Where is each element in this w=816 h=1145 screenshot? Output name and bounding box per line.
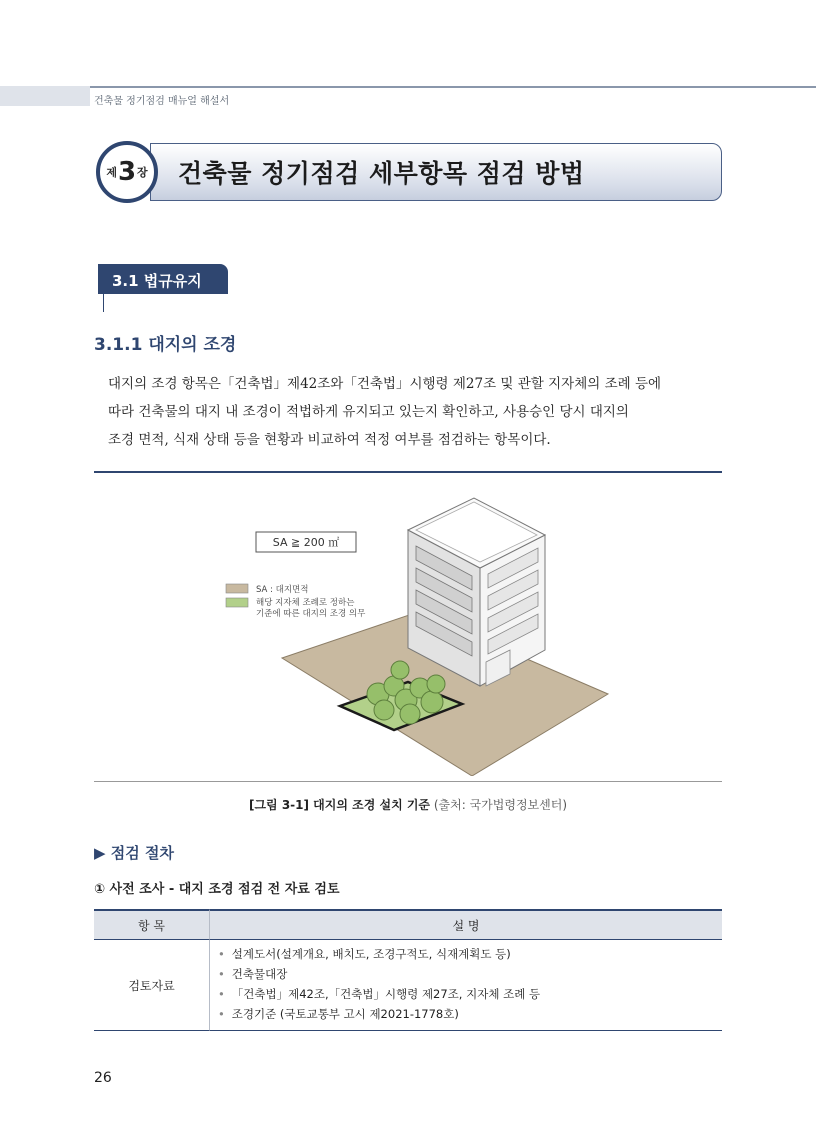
legend-label-landscape-2: 기준에 따른 대지의 조경 의무 [256,609,366,619]
table-bullet: • 설계도서(설계개요, 배치도, 조경구적도, 식재계획도 등) [218,944,722,964]
table-bullet: • 「건축법」제42조,「건축법」시행령 제27조, 지자체 조례 등 [218,984,722,1004]
procedure-step-title: ① 사전 조사 - 대지 조경 점검 전 자료 검토 [94,882,340,897]
paragraph-line: 따라 건축물의 대지 내 조경이 적법하게 유지되고 있는지 확인하고, 사용승인 당시 대지의 [108,404,629,420]
legend-swatch-landscape [226,598,248,607]
running-title: 건축물 정기점검 매뉴얼 해설서 [94,96,230,107]
chapter-number: 3 [117,157,137,187]
table-header-description: 설 명 [210,909,722,940]
section-title: 3.1 법규유지 [112,272,202,290]
header-tab [0,86,90,106]
figure-caption-title: [그림 3-1] 대지의 조경 설치 기준 [248,798,431,812]
legend-label-landscape-1: 해당 지자체 조례로 정하는 [256,598,355,608]
figure-caption-source: (출처: 국가법령정보센터) [433,798,568,812]
legend-swatch-site [226,584,248,593]
review-table [94,909,722,1031]
formula-text: SA ≧ 200 ㎡ [272,536,340,549]
figure-bottom-rule [94,781,722,782]
procedure-heading: ▶ 점검 절차 [94,844,174,862]
subsection-title: 3.1.1 대지의 조경 [94,335,237,355]
figure-caption [94,796,722,813]
paragraph-line: 조경 면적, 식재 상태 등을 현황과 비교하여 적정 여부를 점검하는 항목이다. [108,432,551,448]
chapter-title: 건축물 정기점검 세부항목 점검 방법 [178,159,585,188]
landscape-illustration [210,480,610,776]
table-cell-item: 검토자료 [94,940,210,1031]
chapter-suffix: 장 [137,166,148,179]
figure-top-rule [94,471,722,473]
table-header-item: 항 목 [94,909,210,940]
table-bullet: • 건축물대장 [218,964,722,984]
building [408,498,545,686]
table-bullet: • 조경기준 (국토교통부 고시 제2021-1778호) [218,1004,722,1024]
chapter-prefix: 제 [106,166,117,179]
table-cell-description [210,940,722,1031]
chapter-badge [96,141,158,203]
page-number: 26 [94,1070,112,1086]
paragraph-line: 대지의 조경 항목은「건축법」제42조와「건축법」시행령 제27조 및 관할 지자체의 조례 등에 [108,376,662,392]
header-rule [0,86,816,88]
legend-label-site: SA : 대지면적 [256,585,309,595]
section-tab-stem [103,294,104,312]
